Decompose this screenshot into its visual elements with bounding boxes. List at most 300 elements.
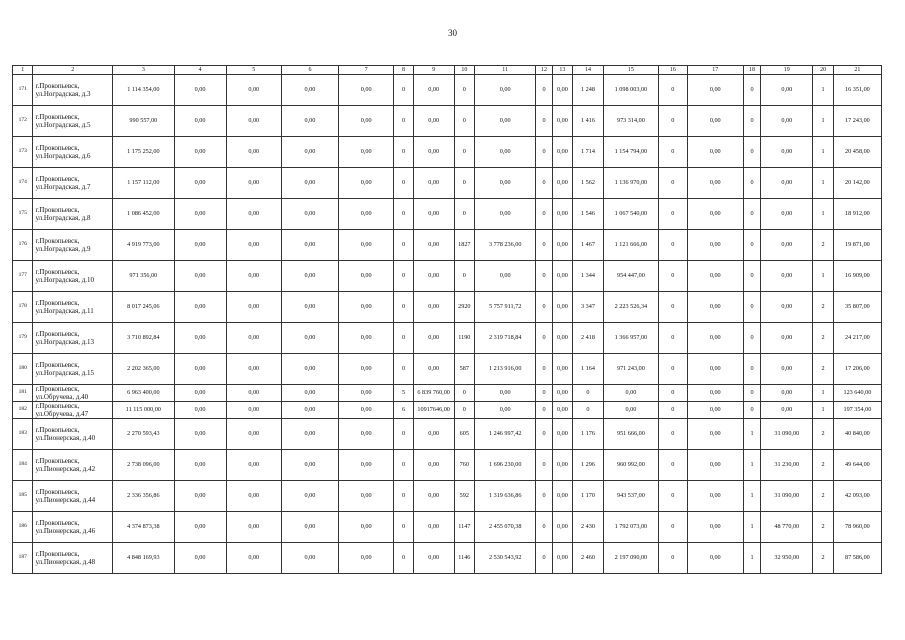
table-row bbox=[13, 75, 882, 106]
value-cell: 0 bbox=[394, 137, 413, 168]
value-cell: 1 248 bbox=[573, 75, 604, 106]
value-cell: 0 bbox=[659, 137, 688, 168]
value-cell: 0 bbox=[743, 168, 760, 199]
value-cell: 1 714 bbox=[573, 137, 604, 168]
value-cell: 0,00 bbox=[687, 481, 743, 512]
value-cell: 0,00 bbox=[475, 402, 536, 419]
value-cell: 0,00 bbox=[552, 450, 572, 481]
value-cell: 48 770,00 bbox=[761, 512, 813, 543]
value-cell: 0 bbox=[743, 137, 760, 168]
value-cell: 1 bbox=[743, 543, 760, 574]
table-row bbox=[13, 261, 882, 292]
value-cell: 2 bbox=[813, 481, 833, 512]
value-cell: 0,00 bbox=[761, 75, 813, 106]
value-cell: 2 460 bbox=[573, 543, 604, 574]
value-cell: 0,00 bbox=[174, 512, 226, 543]
value-cell: 0,00 bbox=[761, 354, 813, 385]
value-cell: 0,00 bbox=[281, 75, 338, 106]
value-cell: 1 366 957,00 bbox=[603, 323, 658, 354]
table-row bbox=[13, 292, 882, 323]
value-cell: 0 bbox=[394, 168, 413, 199]
value-cell: 2 bbox=[813, 512, 833, 543]
value-cell: 951 666,00 bbox=[603, 419, 658, 450]
value-cell: 0,00 bbox=[475, 137, 536, 168]
value-cell: 1 136 970,00 bbox=[603, 168, 658, 199]
value-cell: 0 bbox=[394, 230, 413, 261]
address-cell: г.Прокопьевск, ул.Ноградская, д.15 bbox=[33, 354, 113, 385]
value-cell: 0,00 bbox=[174, 543, 226, 574]
value-cell: 0 bbox=[573, 385, 604, 402]
value-cell: 0 bbox=[659, 450, 688, 481]
row-number-cell: 185 bbox=[13, 481, 33, 512]
column-header: 18 bbox=[743, 66, 760, 75]
row-number-cell: 171 bbox=[13, 75, 33, 106]
row-number-cell: 187 bbox=[13, 543, 33, 574]
column-header: 4 bbox=[174, 66, 226, 75]
address-cell: г.Прокопьевск, ул.Ноградская, д.9 bbox=[33, 230, 113, 261]
value-cell: 0,00 bbox=[687, 419, 743, 450]
value-cell: 0,00 bbox=[552, 402, 572, 419]
value-cell: 0,00 bbox=[761, 106, 813, 137]
value-cell: 0,00 bbox=[413, 137, 454, 168]
column-header: 19 bbox=[761, 66, 813, 75]
value-cell: 1 bbox=[743, 419, 760, 450]
value-cell: 2 418 bbox=[573, 323, 604, 354]
value-cell: 0 bbox=[536, 450, 552, 481]
value-cell: 0 bbox=[454, 75, 474, 106]
row-number-cell: 180 bbox=[13, 354, 33, 385]
column-header: 14 bbox=[573, 66, 604, 75]
value-cell: 0,00 bbox=[552, 199, 572, 230]
row-number-cell: 186 bbox=[13, 512, 33, 543]
value-cell: 0,00 bbox=[687, 230, 743, 261]
value-cell: 0 bbox=[536, 419, 552, 450]
value-cell: 1 bbox=[813, 385, 833, 402]
value-cell: 0 bbox=[659, 419, 688, 450]
value-cell: 0 bbox=[536, 168, 552, 199]
value-cell: 0,00 bbox=[226, 543, 281, 574]
table-row bbox=[13, 354, 882, 385]
value-cell: 960 992,00 bbox=[603, 450, 658, 481]
value-cell: 0 bbox=[394, 481, 413, 512]
value-cell: 2 bbox=[813, 450, 833, 481]
value-cell: 19 871,00 bbox=[833, 230, 881, 261]
value-cell: 8 017 245,06 bbox=[113, 292, 174, 323]
table-row bbox=[13, 168, 882, 199]
value-cell: 0,00 bbox=[226, 323, 281, 354]
value-cell: 0 bbox=[454, 261, 474, 292]
value-cell: 0,00 bbox=[413, 543, 454, 574]
value-cell: 20 142,00 bbox=[833, 168, 881, 199]
value-cell: 0 bbox=[536, 481, 552, 512]
value-cell: 0,00 bbox=[281, 323, 338, 354]
value-cell: 6 839 760,00 bbox=[413, 385, 454, 402]
value-cell: 2 336 356,86 bbox=[113, 481, 174, 512]
value-cell: 0,00 bbox=[226, 261, 281, 292]
row-number-cell: 184 bbox=[13, 450, 33, 481]
value-cell: 0,00 bbox=[413, 230, 454, 261]
value-cell: 0,00 bbox=[226, 137, 281, 168]
value-cell: 1 416 bbox=[573, 106, 604, 137]
value-cell: 0 bbox=[743, 292, 760, 323]
value-cell: 0,00 bbox=[552, 168, 572, 199]
value-cell: 1 067 540,00 bbox=[603, 199, 658, 230]
address-cell: г.Прокопьевск, ул.Пионерская, д.42 bbox=[33, 450, 113, 481]
value-cell: 0 bbox=[454, 385, 474, 402]
value-cell: 1 319 636,86 bbox=[475, 481, 536, 512]
value-cell: 0,00 bbox=[281, 385, 338, 402]
table-row bbox=[13, 230, 882, 261]
value-cell: 0,00 bbox=[413, 106, 454, 137]
value-cell: 0,00 bbox=[552, 137, 572, 168]
value-cell: 0,00 bbox=[687, 199, 743, 230]
value-cell: 1147 bbox=[454, 512, 474, 543]
value-cell: 20 458,00 bbox=[833, 137, 881, 168]
value-cell: 0,00 bbox=[687, 106, 743, 137]
value-cell: 0,00 bbox=[174, 137, 226, 168]
value-cell: 0,00 bbox=[475, 106, 536, 137]
value-cell: 2 738 096,00 bbox=[113, 450, 174, 481]
value-cell: 31 230,00 bbox=[761, 450, 813, 481]
column-header: 10 bbox=[454, 66, 474, 75]
value-cell: 0,00 bbox=[687, 354, 743, 385]
value-cell: 0,00 bbox=[475, 168, 536, 199]
value-cell: 0,00 bbox=[339, 137, 394, 168]
row-number-cell: 183 bbox=[13, 419, 33, 450]
data-table bbox=[12, 65, 882, 574]
value-cell: 0,00 bbox=[687, 261, 743, 292]
row-number-cell: 177 bbox=[13, 261, 33, 292]
value-cell: 1 bbox=[813, 106, 833, 137]
value-cell: 0 bbox=[573, 402, 604, 419]
value-cell: 0,00 bbox=[603, 402, 658, 419]
header-row bbox=[13, 66, 882, 75]
table-row bbox=[13, 323, 882, 354]
value-cell: 0,00 bbox=[174, 354, 226, 385]
value-cell: 0,00 bbox=[339, 230, 394, 261]
value-cell: 1 114 354,00 bbox=[113, 75, 174, 106]
value-cell: 0,00 bbox=[761, 323, 813, 354]
value-cell: 3 778 236,00 bbox=[475, 230, 536, 261]
value-cell: 0,00 bbox=[174, 261, 226, 292]
value-cell: 0,00 bbox=[339, 543, 394, 574]
value-cell: 0 bbox=[659, 106, 688, 137]
value-cell: 0 bbox=[454, 199, 474, 230]
value-cell: 0,00 bbox=[475, 199, 536, 230]
value-cell: 0,00 bbox=[174, 75, 226, 106]
address-cell: г.Прокопьевск, ул.Пионерская, д.46 bbox=[33, 512, 113, 543]
address-cell: г.Прокопьевск, ул.Пионерская, д.40 bbox=[33, 419, 113, 450]
value-cell: 0 bbox=[394, 450, 413, 481]
value-cell: 87 586,00 bbox=[833, 543, 881, 574]
value-cell: 2 530 543,92 bbox=[475, 543, 536, 574]
value-cell: 5 bbox=[394, 385, 413, 402]
value-cell: 0,00 bbox=[281, 168, 338, 199]
value-cell: 1 bbox=[813, 168, 833, 199]
value-cell: 0 bbox=[394, 199, 413, 230]
value-cell: 1 121 666,00 bbox=[603, 230, 658, 261]
value-cell: 0,00 bbox=[552, 543, 572, 574]
value-cell: 0,00 bbox=[226, 419, 281, 450]
value-cell: 0,00 bbox=[174, 168, 226, 199]
value-cell: 0 bbox=[394, 292, 413, 323]
value-cell: 971 356,00 bbox=[113, 261, 174, 292]
value-cell: 0,00 bbox=[687, 292, 743, 323]
value-cell: 0 bbox=[659, 199, 688, 230]
value-cell: 0 bbox=[394, 354, 413, 385]
value-cell: 0,00 bbox=[552, 512, 572, 543]
value-cell: 0 bbox=[659, 354, 688, 385]
value-cell: 1827 bbox=[454, 230, 474, 261]
value-cell: 0,00 bbox=[475, 75, 536, 106]
value-cell: 0,00 bbox=[413, 512, 454, 543]
value-cell: 0 bbox=[536, 292, 552, 323]
value-cell: 0,00 bbox=[413, 292, 454, 323]
value-cell: 0 bbox=[394, 543, 413, 574]
value-cell: 0,00 bbox=[339, 323, 394, 354]
value-cell: 0 bbox=[536, 402, 552, 419]
value-cell: 0,00 bbox=[174, 402, 226, 419]
value-cell: 0,00 bbox=[174, 481, 226, 512]
value-cell: 2920 bbox=[454, 292, 474, 323]
value-cell: 0,00 bbox=[339, 168, 394, 199]
column-header: 15 bbox=[603, 66, 658, 75]
value-cell: 0,00 bbox=[226, 292, 281, 323]
value-cell: 0 bbox=[394, 323, 413, 354]
table-row bbox=[13, 450, 882, 481]
value-cell: 0,00 bbox=[174, 419, 226, 450]
column-header: 2 bbox=[33, 66, 113, 75]
value-cell: 943 537,00 bbox=[603, 481, 658, 512]
value-cell: 0,00 bbox=[687, 450, 743, 481]
value-cell: 197 354,00 bbox=[833, 402, 881, 419]
table-row bbox=[13, 512, 882, 543]
value-cell: 0 bbox=[536, 199, 552, 230]
value-cell: 0 bbox=[394, 419, 413, 450]
value-cell: 0,00 bbox=[552, 481, 572, 512]
value-cell: 0,00 bbox=[339, 419, 394, 450]
value-cell: 0,00 bbox=[552, 261, 572, 292]
value-cell: 42 093,00 bbox=[833, 481, 881, 512]
value-cell: 0,00 bbox=[687, 75, 743, 106]
value-cell: 0,00 bbox=[281, 354, 338, 385]
value-cell: 0 bbox=[536, 75, 552, 106]
value-cell: 0,00 bbox=[761, 402, 813, 419]
value-cell: 0,00 bbox=[413, 481, 454, 512]
value-cell: 0,00 bbox=[552, 75, 572, 106]
value-cell: 0,00 bbox=[281, 419, 338, 450]
value-cell: 1 696 230,00 bbox=[475, 450, 536, 481]
column-header: 8 bbox=[394, 66, 413, 75]
value-cell: 1 792 073,00 bbox=[603, 512, 658, 543]
value-cell: 1 157 112,00 bbox=[113, 168, 174, 199]
value-cell: 0,00 bbox=[174, 450, 226, 481]
value-cell: 3 710 892,84 bbox=[113, 323, 174, 354]
row-number-cell: 182 bbox=[13, 402, 33, 419]
value-cell: 0,00 bbox=[475, 385, 536, 402]
value-cell: 0,00 bbox=[761, 230, 813, 261]
value-cell: 0 bbox=[743, 354, 760, 385]
value-cell: 0 bbox=[659, 292, 688, 323]
value-cell: 2 455 070,38 bbox=[475, 512, 536, 543]
value-cell: 0,00 bbox=[687, 168, 743, 199]
value-cell: 49 644,00 bbox=[833, 450, 881, 481]
value-cell: 0,00 bbox=[281, 481, 338, 512]
value-cell: 0,00 bbox=[339, 450, 394, 481]
row-number-cell: 176 bbox=[13, 230, 33, 261]
value-cell: 0,00 bbox=[174, 323, 226, 354]
value-cell: 1 246 997,42 bbox=[475, 419, 536, 450]
value-cell: 1 467 bbox=[573, 230, 604, 261]
value-cell: 0,00 bbox=[281, 543, 338, 574]
value-cell: 0,00 bbox=[226, 512, 281, 543]
value-cell: 1 bbox=[813, 137, 833, 168]
column-header: 12 bbox=[536, 66, 552, 75]
address-cell: г.Прокопьевск, ул.Ноградская, д.13 bbox=[33, 323, 113, 354]
value-cell: 4 848 169,93 bbox=[113, 543, 174, 574]
value-cell: 0,00 bbox=[281, 292, 338, 323]
value-cell: 0,00 bbox=[339, 481, 394, 512]
table-row bbox=[13, 543, 882, 574]
table-row bbox=[13, 137, 882, 168]
value-cell: 0,00 bbox=[281, 261, 338, 292]
address-cell: г.Прокопьевск, ул.Ноградская, д.8 bbox=[33, 199, 113, 230]
value-cell: 0,00 bbox=[339, 106, 394, 137]
value-cell: 16 351,00 bbox=[833, 75, 881, 106]
value-cell: 0 bbox=[743, 75, 760, 106]
value-cell: 0,00 bbox=[339, 199, 394, 230]
value-cell: 5 757 911,72 bbox=[475, 292, 536, 323]
value-cell: 6 963 400,00 bbox=[113, 385, 174, 402]
value-cell: 0,00 bbox=[226, 230, 281, 261]
row-number-cell: 179 bbox=[13, 323, 33, 354]
value-cell: 3 347 bbox=[573, 292, 604, 323]
value-cell: 1 bbox=[813, 199, 833, 230]
value-cell: 10917646,00 bbox=[413, 402, 454, 419]
address-cell: г.Прокопьевск, ул.Ноградская, д.11 bbox=[33, 292, 113, 323]
value-cell: 0 bbox=[454, 168, 474, 199]
value-cell: 0,00 bbox=[226, 354, 281, 385]
value-cell: 0,00 bbox=[687, 137, 743, 168]
value-cell: 0 bbox=[536, 106, 552, 137]
value-cell: 31 090,00 bbox=[761, 419, 813, 450]
value-cell: 0,00 bbox=[174, 199, 226, 230]
value-cell: 2 bbox=[813, 354, 833, 385]
value-cell: 1 bbox=[813, 75, 833, 106]
table-row bbox=[13, 199, 882, 230]
value-cell: 0 bbox=[659, 512, 688, 543]
value-cell: 17 243,00 bbox=[833, 106, 881, 137]
value-cell: 2 202 365,00 bbox=[113, 354, 174, 385]
value-cell: 0,00 bbox=[761, 385, 813, 402]
value-cell: 0 bbox=[536, 261, 552, 292]
value-cell: 0,00 bbox=[339, 292, 394, 323]
value-cell: 0,00 bbox=[761, 292, 813, 323]
value-cell: 592 bbox=[454, 481, 474, 512]
value-cell: 1146 bbox=[454, 543, 474, 574]
value-cell: 0 bbox=[536, 385, 552, 402]
value-cell: 1 344 bbox=[573, 261, 604, 292]
value-cell: 40 840,00 bbox=[833, 419, 881, 450]
value-cell: 0 bbox=[743, 323, 760, 354]
value-cell: 0 bbox=[536, 354, 552, 385]
value-cell: 0 bbox=[536, 230, 552, 261]
value-cell: 2 223 526,34 bbox=[603, 292, 658, 323]
value-cell: 0,00 bbox=[413, 323, 454, 354]
value-cell: 1 296 bbox=[573, 450, 604, 481]
row-number-cell: 172 bbox=[13, 106, 33, 137]
value-cell: 0,00 bbox=[413, 168, 454, 199]
value-cell: 2 bbox=[813, 323, 833, 354]
value-cell: 0,00 bbox=[226, 402, 281, 419]
value-cell: 0,00 bbox=[226, 199, 281, 230]
value-cell: 0,00 bbox=[174, 385, 226, 402]
value-cell: 0,00 bbox=[339, 261, 394, 292]
value-cell: 0 bbox=[536, 543, 552, 574]
value-cell: 0,00 bbox=[687, 385, 743, 402]
value-cell: 605 bbox=[454, 419, 474, 450]
value-cell: 0 bbox=[454, 137, 474, 168]
value-cell: 31 090,00 bbox=[761, 481, 813, 512]
value-cell: 0 bbox=[743, 261, 760, 292]
table-row bbox=[13, 481, 882, 512]
value-cell: 0,00 bbox=[174, 230, 226, 261]
value-cell: 0 bbox=[454, 106, 474, 137]
value-cell: 0,00 bbox=[226, 385, 281, 402]
address-cell: г.Прокопьевск, ул.Ноградская, д.5 bbox=[33, 106, 113, 137]
value-cell: 0,00 bbox=[281, 402, 338, 419]
value-cell: 1 170 bbox=[573, 481, 604, 512]
value-cell: 0,00 bbox=[687, 402, 743, 419]
value-cell: 0,00 bbox=[761, 199, 813, 230]
value-cell: 0 bbox=[659, 261, 688, 292]
value-cell: 0 bbox=[394, 75, 413, 106]
value-cell: 0 bbox=[743, 385, 760, 402]
row-number-cell: 178 bbox=[13, 292, 33, 323]
column-header: 7 bbox=[339, 66, 394, 75]
value-cell: 1 176 bbox=[573, 419, 604, 450]
value-cell: 1 546 bbox=[573, 199, 604, 230]
value-cell: 1 213 916,00 bbox=[475, 354, 536, 385]
value-cell: 2 270 593,43 bbox=[113, 419, 174, 450]
value-cell: 1190 bbox=[454, 323, 474, 354]
table-row bbox=[13, 385, 882, 402]
address-cell: г.Прокопьевск, ул.Ноградская, д.3 bbox=[33, 75, 113, 106]
value-cell: 954 447,00 bbox=[603, 261, 658, 292]
value-cell: 16 909,00 bbox=[833, 261, 881, 292]
value-cell: 0,00 bbox=[552, 323, 572, 354]
value-cell: 0,00 bbox=[687, 512, 743, 543]
value-cell: 0 bbox=[454, 402, 474, 419]
value-cell: 0 bbox=[659, 75, 688, 106]
value-cell: 17 206,00 bbox=[833, 354, 881, 385]
column-header: 5 bbox=[226, 66, 281, 75]
table-row bbox=[13, 402, 882, 419]
row-number-cell: 181 bbox=[13, 385, 33, 402]
value-cell: 1 bbox=[813, 261, 833, 292]
value-cell: 0,00 bbox=[413, 354, 454, 385]
value-cell: 0,00 bbox=[174, 292, 226, 323]
value-cell: 1 562 bbox=[573, 168, 604, 199]
value-cell: 760 bbox=[454, 450, 474, 481]
value-cell: 0,00 bbox=[226, 481, 281, 512]
value-cell: 0,00 bbox=[552, 230, 572, 261]
address-cell: г.Прокопьевск, ул.Ноградская, д.6 bbox=[33, 137, 113, 168]
column-header: 13 bbox=[552, 66, 572, 75]
value-cell: 0 bbox=[743, 106, 760, 137]
column-header: 17 bbox=[687, 66, 743, 75]
value-cell: 2 bbox=[813, 543, 833, 574]
